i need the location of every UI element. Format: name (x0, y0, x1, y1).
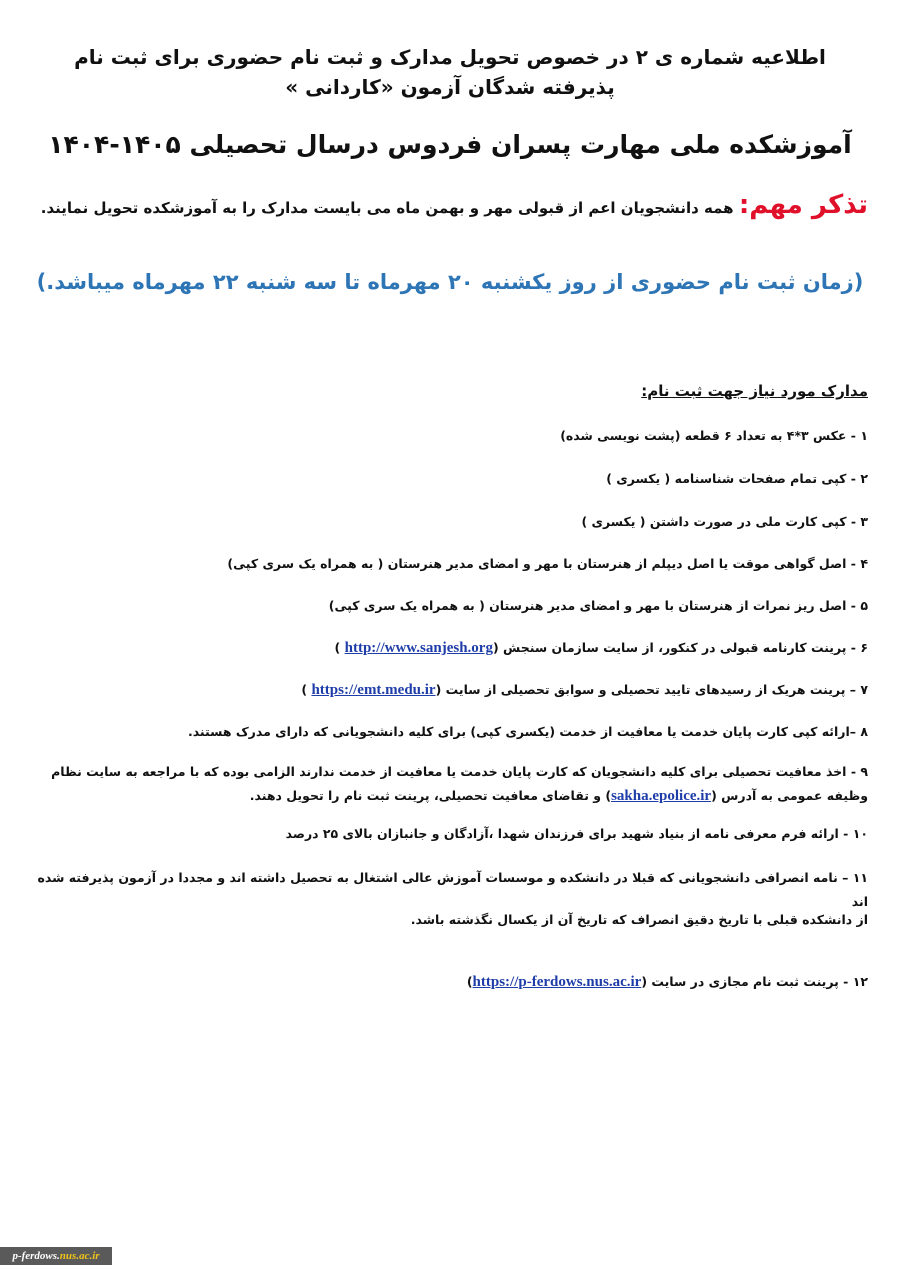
list-item: ۱۰ - ارائه فرم معرفی نامه از بنیاد شهید برای فرزندان شهدا ،آزادگان و جانبازان بالای ۲۵ درصد (285, 826, 868, 841)
sakha-epolice-link[interactable]: sakha.epolice.ir (611, 788, 712, 804)
list-item: ۶ - پرینت کارنامه قبولی در کنکور، از سایت سازمان سنجش (http://www.sanjesh.org ) (334, 640, 868, 656)
list-item: ۳ - کپی کارت ملی در صورت داشتن ( یکسری ) (581, 514, 868, 529)
institute-title: آموزشکده ملی مهارت پسران فردوس درسال تحصیلی ۱۴۰۵-۱۴۰۴ (48, 130, 852, 159)
title-line-2: پذیرفته شدگان آزمون «کاردانی » (285, 75, 615, 99)
list-item: ۹ - اخذ معافیت تحصیلی برای کلیه دانشجویان که کارت پایان خدمت یا معافیت از خدمت ندارند الزامی بوده که با مراجعه به سایت نظام وظیفه عمومی به آدرس (sakha.epolice.ir) و تقاضای معافیت تحصیلی، پرینت ثبت نام را تحویل دهند. (51, 764, 868, 804)
emt-medu-link[interactable]: https://emt.medu.ir (311, 682, 436, 698)
p-ferdows-link[interactable]: https://p-ferdows.nus.ac.ir (472, 974, 642, 990)
list-item: ۴ - اصل گواهی موقت یا اصل دیپلم از هنرستان با مهر و امضای مدیر هنرستان ( به همراه یک سری کپی) (227, 556, 868, 571)
list-item: ۱۲ - پرینت ثبت نام مجازی در سایت (https://p-ferdows.nus.ac.ir) (466, 974, 868, 990)
site-watermark: p-ferdows.nus.ac.ir (0, 1247, 112, 1265)
notice-label: تذکر مهم: (738, 190, 868, 220)
list-item: ۸ –ارائه کپی کارت پایان خدمت یا معافیت از خدمت (یکسری کپی) برای کلیه دانشجویانی که دارای مدرک هستند. (187, 724, 868, 739)
registration-time: (زمان ثبت نام حضوری از روز یکشنبه ۲۰ مهرماه تا سه شنبه ۲۲ مهرماه میباشد.) (36, 270, 864, 294)
important-notice (30, 188, 868, 225)
list-item: ۱۱ – نامه انصرافی دانشجویانی که قبلا در دانشکده و موسسات آموزش عالی اشتغال به تحصیل داشته اند و مجددا در آزمون پذیرفته شده اند (37, 870, 868, 909)
notice-text: همه دانشجویان اعم از قبولی مهر و بهمن ماه می بایست مدارک را به آموزشکده تحویل نمایند. (40, 199, 734, 217)
announcement-title (40, 42, 860, 102)
list-item: ۷ – پرینت هریک از رسیدهای تایید تحصیلی و سوابق تحصیلی از سایت (https://emt.medu.ir ) (301, 682, 868, 698)
list-item: ۲ - کپی تمام صفحات شناسنامه ( یکسری ) (606, 471, 868, 486)
requirements-heading: مدارک مورد نیاز جهت ثبت نام: (641, 382, 868, 400)
title-line-1: اطلاعیه شماره ی ۲ در خصوص تحویل مدارک و ثبت نام حضوری برای ثبت نام (74, 45, 826, 69)
list-item: از دانشکده قبلی با تاریخ دقیق انصراف که تاریخ آن از یکسال نگذشته باشد. (410, 912, 868, 927)
list-item: ۵ - اصل ریز نمرات از هنرستان با مهر و امضای مدیر هنرستان ( به همراه یک سری کپی) (328, 598, 868, 613)
sanjesh-link[interactable]: http://www.sanjesh.org (344, 640, 493, 656)
list-item: ۱ - عکس ۳*۴ به تعداد ۶ قطعه (پشت نویسی شده) (560, 428, 868, 443)
